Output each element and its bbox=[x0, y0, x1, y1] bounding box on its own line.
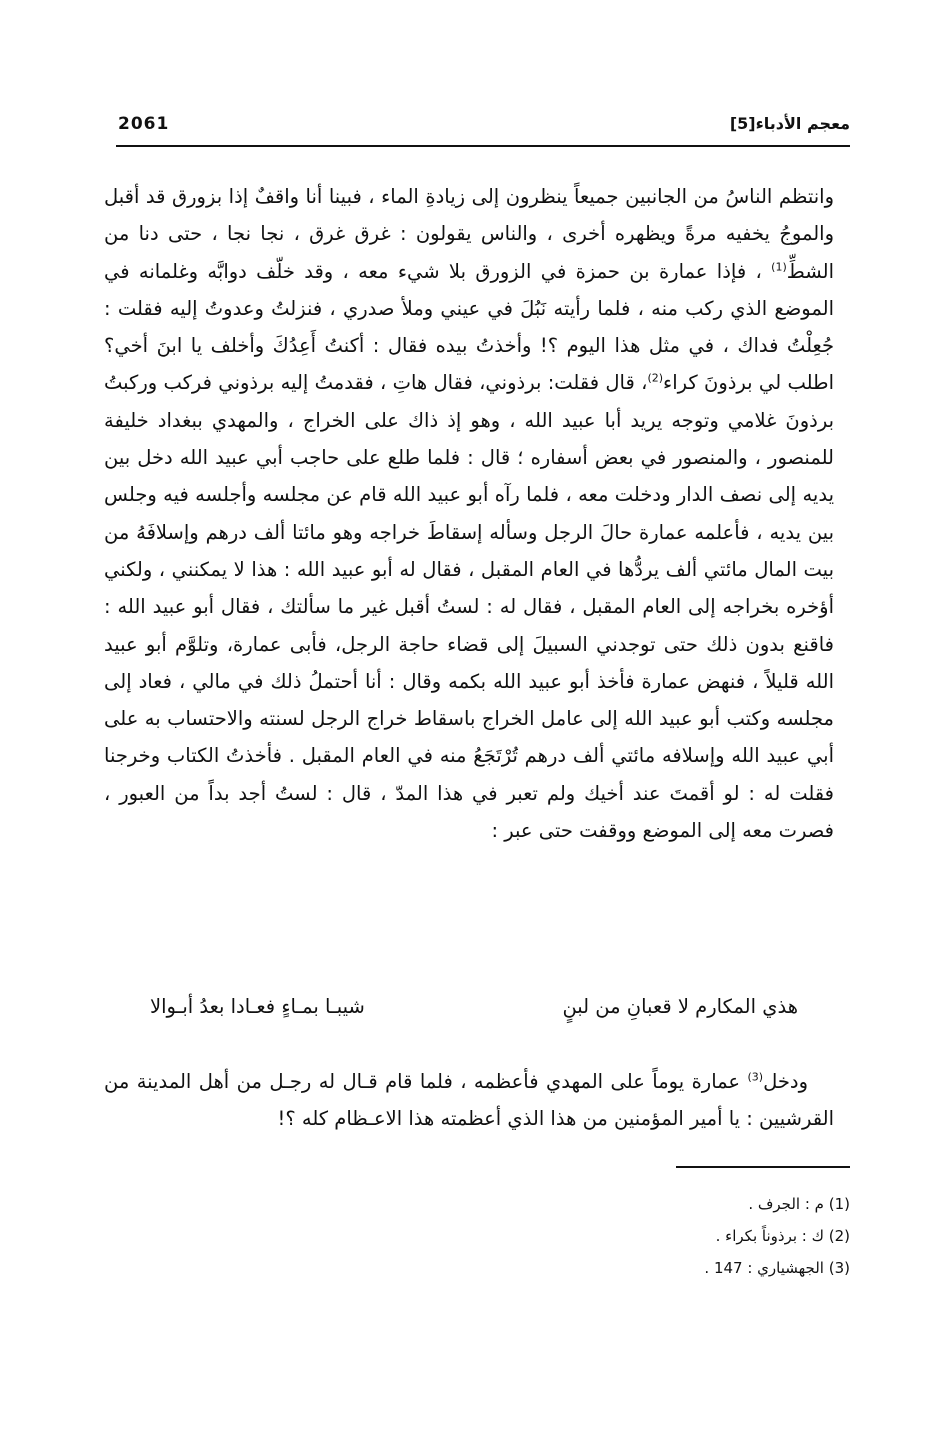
paragraph-text: عمارة يوماً على المهدي فأعظمه ، فلما قام قـال له رجـل من أهل المدينة من القرشيين : يا أمير المؤمنين من هذا الذي أعظمته هذا الاعـظام كله ؟! bbox=[104, 1070, 834, 1130]
page-header bbox=[118, 104, 850, 144]
footnote-rule bbox=[676, 1166, 850, 1168]
paragraph-text: ، فإذا عمارة بن حمزة في الزورق بلا شيء معه ، وقد خلّف دوابَّه وغلمانه في الموضع الذي ركب منه ، فلما رأيته نَبُلَ في عيني وملأ صدري ، فنزلتُ وعدوتُ إليه فقلت : جُعِلْتُ فداك ، في مثل هذا اليوم ؟! وأخذتُ بيده فقال : أكنتُ أَعِدُكَ وأخلف يا ابنَ أخي؟ اطلب لي برذونَ كراء bbox=[104, 259, 834, 395]
footnote: (3) الجهشياري : 147 . bbox=[704, 1259, 850, 1277]
main-text bbox=[104, 178, 834, 849]
verse-second-hemistich: شيبـا بمـاءٍ فعـادا بعدُ أبـوالا bbox=[150, 995, 365, 1018]
poetry-verse bbox=[150, 995, 798, 1035]
footnote: (2) ك : برذوناً بكراء . bbox=[715, 1227, 850, 1245]
verse-first-hemistich: هذي المكارم لا قعبانِ من لبنٍ bbox=[562, 995, 798, 1018]
paragraph bbox=[104, 178, 834, 849]
header-rule bbox=[116, 145, 850, 147]
running-title: معجم الأدباء[5] bbox=[729, 114, 850, 133]
footnote-marker-3: (3) bbox=[747, 1070, 764, 1084]
paragraph-text: ودخل bbox=[763, 1070, 808, 1093]
paragraph-text: ، قال فقلت: برذوني، فقال هاتِ ، فقدمتُ إليه برذوني فركب وركبتُ برذونَ غلامي وتوجه يريد أبا عبيد الله ، وهو إذ ذاك على الخراج ، والمهدي ببغداد خليفة للمنصور ، والمنصور في بعض أسفاره ؛ قال : فلما طلع على حاجب أبي عبيد الله دخل بين يديه إلى نصف الدار ودخلت معه ، فلما رآه أبو عبيد الله قام عن مجلسه وأجلسه فيه وجلس بين يديه ، فأعلمه عمارة حالَ الرجل وسأله إسقاطَ خراجه وهو مائتا ألف درهم وإسلافَهُ من بيت المال مائتي ألف يردُّها في العام المقبل ، فقال له أبو عبيد الله : هذا لا يمكنني ، ولكني أؤخره بخراجه إلى العام المقبل ، فقال له : لستُ أقبل غير ما سألتك ، فقال أبو عبيد الله : فاقنع بدون ذلك حتى توجدني السبيلَ إلى قضاء حاجة الرجل، فأبى عمارة، وتلوَّم أبو عبيد الله قليلاً ، فنهض عمارة فأخذ أبو عبيد الله بكمه وقال : أنا أحتملُ ذلك في مالي ، فعاد إلى مجلسه وكتب أبو عبيد الله إلى عامل الخراج باسقاط خراج الرجل لسنته والاحتساب به على أبي عبيد الله وإسلافه مائتي ألف درهم تُرْتَجَعُ منه في العام المقبل . فأخذتُ الكتاب وخرجنا فقلت له : لو أقمتَ عند أخيك ولم تعبر في هذا المدّ ، قال : لستُ أجد بداً من العبور ، فصرت معه إلى الموضع ووقفت حتى عبر : bbox=[104, 371, 834, 843]
footnote-marker-1: (1) bbox=[771, 260, 787, 274]
footnotes bbox=[450, 1188, 850, 1284]
footnote: (1) م : الجرف . bbox=[748, 1195, 850, 1213]
paragraph-text: وانتظم الناسُ من الجانبين جميعاً ينظرون إلى زيادةِ الماء ، فبينا أنا واقفٌ إذا بزورق قد أقبل والموجُ يخفيه مرةً ويظهره أخرى ، والناس يقولون : غرق غرق ، نجا نجا ، حتى دنا من الشطِّ bbox=[104, 185, 834, 283]
main-text-continued bbox=[104, 1063, 834, 1137]
footnote-marker-2: (2) bbox=[647, 371, 664, 385]
page-number: 2061 bbox=[118, 114, 170, 134]
paragraph bbox=[104, 1063, 834, 1137]
